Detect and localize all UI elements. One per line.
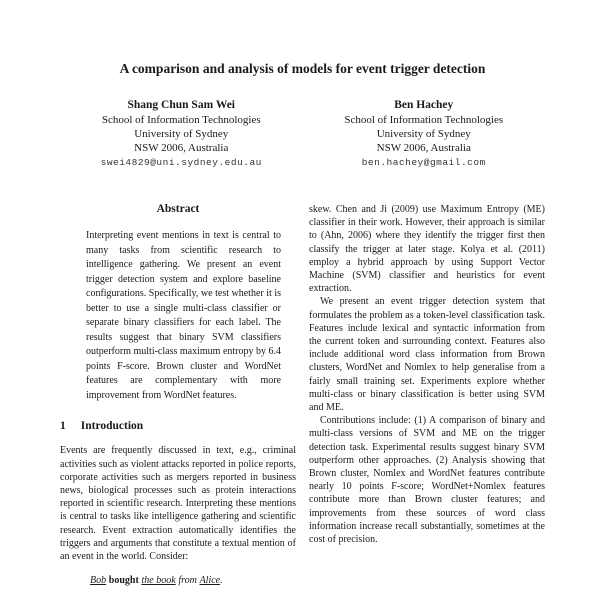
example-word-bought: bought: [108, 575, 139, 587]
author-2-affiliation-line-3: NSW 2006, Australia: [376, 142, 471, 154]
author-1-email: swei4829@uni.sydney.edu.au: [100, 157, 262, 168]
abstract-heading: Abstract: [156, 203, 200, 215]
abstract-text: Interpreting event mentions in text is central to many tasks from scientific research to intelligence gathering. We present an event trigger detection system and explore baseline configurations. Specifically, we test whether it is better to use a single multi-class classifier or separate binary classifiers for each label. The results suggest that binary SVM classifiers outperform multi-class maximum entropy by 6.4 points F-score. Brown cluster and WordNet features are complementary with more improvement from WordNet features.: [86, 230, 281, 401]
authors-row: [60, 98, 545, 170]
example-word-alice: Alice: [199, 575, 221, 587]
author-1-name: Shang Chun Sam Wei: [127, 99, 235, 111]
introduction-paragraph: Events are frequently discussed in text, e.g., criminal activities such as violent attacks reported in police reports, corporate activities such as mergers reported in business news, biological processes such as protein interactions reported in scientific research. Interpreting these mentions is central to tasks like intelligence gathering and scientific research. Event extraction automatically identifies the triggers and arguments that constitute a textual mention of an event in the world. Consider:: [60, 445, 296, 563]
paper-title: A comparison and analysis of models for event trigger detection: [119, 61, 486, 76]
right-column-paragraph-1: skew. Chen and Ji (2009) use Maximum Entropy (ME) classifier in their work. However, their approach is similar to (Ahn, 2006) where they identify the trigger first then classify the trigger at later stage. Kolya et al. (2011) employ a hybrid approach by using Support Vector Machine (SVM) classifier and heuristics for event extraction.: [309, 204, 545, 295]
author-1-affiliation-line-1: School of Information Technologies: [101, 114, 261, 126]
right-column: [309, 203, 545, 587]
example-phrase-the-book: the book: [141, 575, 176, 587]
author-2-email: ben.hachey@gmail.com: [361, 157, 486, 168]
author-2-affiliation-line-2: University of Sydney: [376, 128, 471, 140]
two-column-body: [60, 203, 545, 587]
left-column: [60, 203, 296, 587]
section-heading-introduction: [60, 420, 296, 433]
author-2-name: Ben Hachey: [394, 99, 454, 111]
right-column-paragraph-3: Contributions include: (1) A comparison of binary and multi-class versions of SVM and ME on the trigger detection task. Experimental results suggest binary SVM outperform other approaches. (2) Analysis showing that Brown cluster, Nomlex and WordNet features contribute nearly 10 points F-score; WordNet+Nomlex features contribute more than Brown cluster features; and improvements from these sources of word class information increase recall substantially, sometimes at the cost of precision.: [309, 415, 545, 546]
author-2-affiliation-line-1: School of Information Technologies: [344, 114, 504, 126]
author-block-2: [303, 98, 546, 170]
section-number: 1: [60, 420, 66, 433]
example-word-bob: Bob: [90, 575, 107, 587]
example-word-from: from: [178, 575, 197, 587]
example-period: .: [220, 575, 223, 587]
section-title: Introduction: [80, 420, 144, 433]
author-1-affiliation-line-2: University of Sydney: [134, 128, 229, 140]
author-1-affiliation-line-3: NSW 2006, Australia: [134, 142, 229, 154]
author-block-1: [60, 98, 303, 170]
example-sentence: [90, 574, 296, 587]
right-column-paragraph-2: We present an event trigger detection system that formulates the problem as a token-level classification task. Features include lexical and syntactic information from the current token and surrounding context. Features also include additional word class information from Brown clusters, WordNet and Nomlex to help generalise from a fairly small training set. Experiments explore whether multi-class or binary classification is better using SVM and ME.: [309, 296, 545, 414]
